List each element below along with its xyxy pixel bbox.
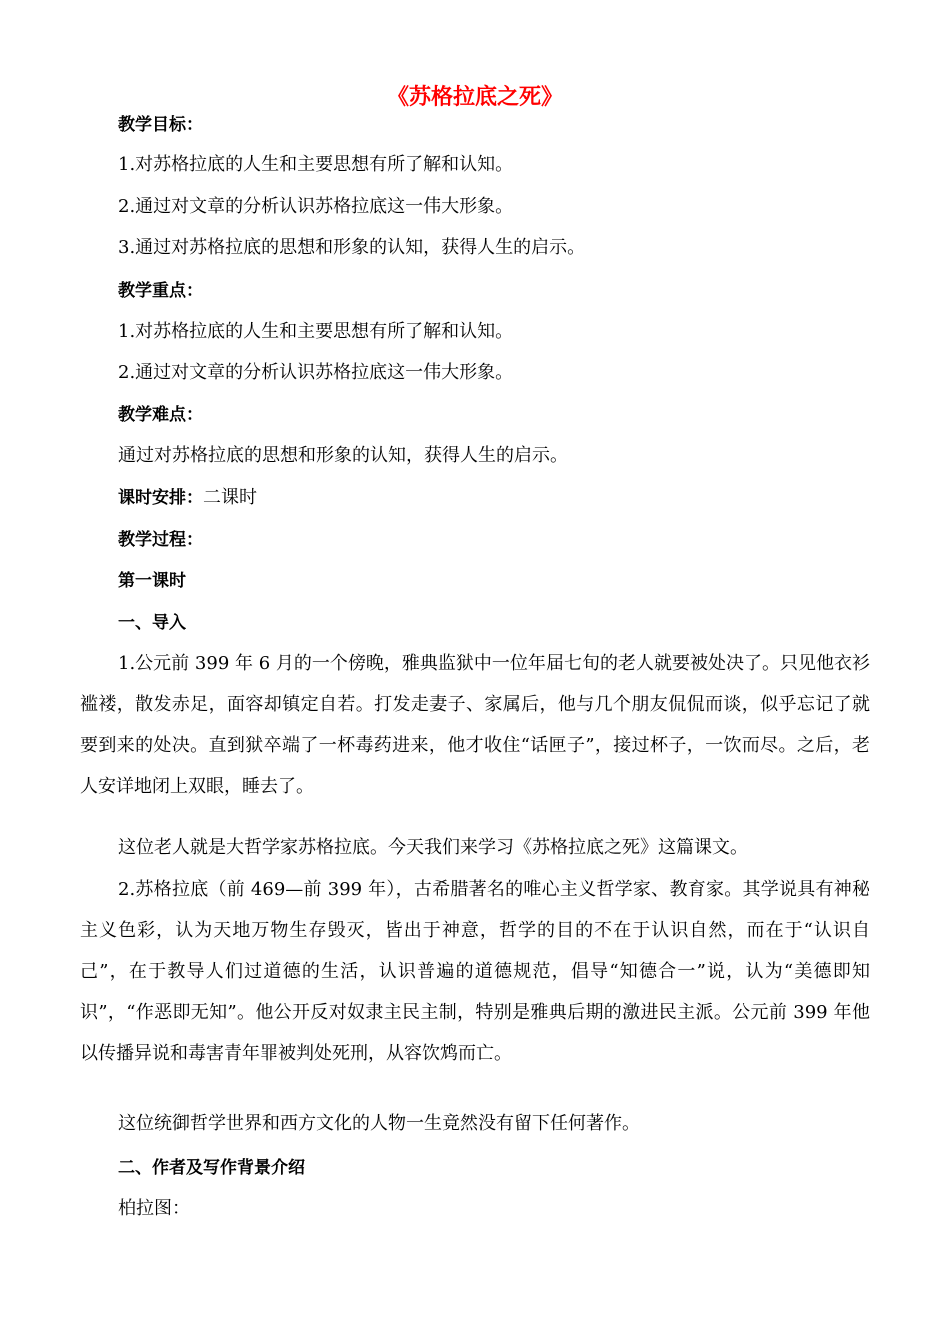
lesson1-heading: 第一课时 <box>118 571 186 591</box>
key-point-1: 1.对苏格拉底的人生和主要思想有所了解和认知。 <box>118 321 514 342</box>
schedule-line <box>118 486 257 510</box>
plato-label: 柏拉图： <box>118 1198 190 1219</box>
goal-item-2: 2.通过对文章的分析认识苏格拉底这一伟大形象。 <box>118 196 514 217</box>
intro-paragraph-3: 2.苏格拉底（前 469—前 399 年），古希腊著名的唯心主义哲学家、教育家。其学说具有神秘主义色彩，认为天地万物生存毁灭，皆出于神意，哲学的目的不在于认识自然，而在于“认识自己”，在于教导人们过道德的生活，认识普遍的道德规范，倡导“知德合一”说，认为“美德即知识”，“作恶即无知”。他公开反对奴隶主民主制，特别是雅典后期的激进民主派。公元前 399 年他以传播异说和毒害青年罪被判处死刑，从容饮鸩而亡。 <box>80 879 870 1064</box>
part2-heading: 二、作者及写作背景介绍 <box>118 1158 305 1178</box>
difficulty-text: 通过对苏格拉底的思想和形象的认知，获得人生的启示。 <box>118 445 568 466</box>
process-heading: 教学过程： <box>118 530 203 550</box>
goal-item-3: 3.通过对苏格拉底的思想和形象的认知，获得人生的启示。 <box>118 237 586 258</box>
schedule-label: 课时安排： <box>118 488 203 508</box>
goals-heading: 教学目标： <box>118 115 203 135</box>
difficulty-heading: 教学难点： <box>118 405 203 425</box>
key-points-heading: 教学重点： <box>118 281 203 301</box>
key-point-2: 2.通过对文章的分析认识苏格拉底这一伟大形象。 <box>118 362 514 383</box>
part1-heading: 一、导入 <box>118 613 186 633</box>
intro-paragraph-1: 1.公元前 399 年 6 月的一个傍晚，雅典监狱中一位年届七旬的老人就要被处决了。只见他衣衫褴褛，散发赤足，面容却镇定自若。打发走妻子、家属后，他与几个朋友侃侃而谈，似乎忘记了就要到来的处决。直到狱卒端了一杯毒药进来，他才收住“话匣子”，接过杯子，一饮而尽。之后，老人安详地闭上双眼，睡去了。 <box>80 653 870 797</box>
goal-item-1: 1.对苏格拉底的人生和主要思想有所了解和认知。 <box>118 154 514 175</box>
intro-paragraph-2: 这位老人就是大哲学家苏格拉底。今天我们来学习《苏格拉底之死》这篇课文。 <box>118 837 748 858</box>
document-title: 《苏格拉底之死》 <box>386 85 563 110</box>
schedule-value: 二课时 <box>203 487 257 508</box>
intro-paragraph-4: 这位统御哲学世界和西方文化的人物一生竟然没有留下任何著作。 <box>118 1113 640 1134</box>
